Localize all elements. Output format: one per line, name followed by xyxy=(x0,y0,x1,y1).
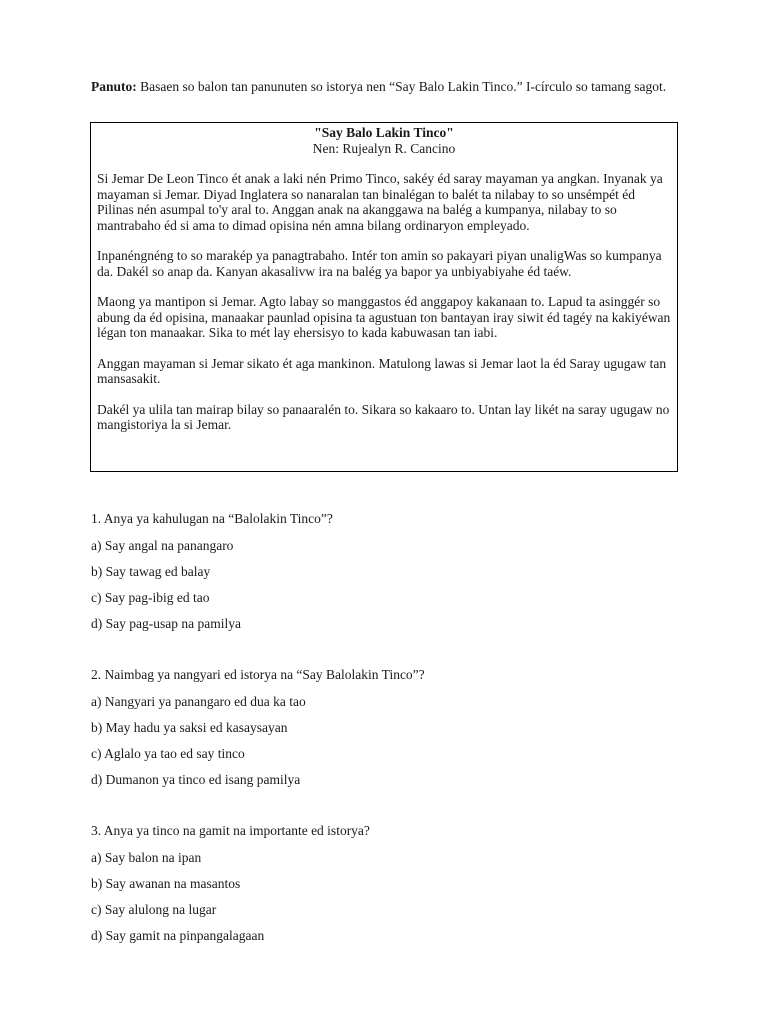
story-author: Nen: Rujealyn R. Cancino xyxy=(312,140,456,156)
answer-option[interactable]: a) Nangyari ya panangaro ed dua ka tao xyxy=(91,694,306,709)
answer-option[interactable]: b) Say awanan na masantos xyxy=(91,876,241,891)
question-3 xyxy=(91,823,691,943)
answer-option[interactable]: d) Say gamit na pinpangalagaan xyxy=(91,928,265,943)
story-box xyxy=(90,122,678,472)
instructions-label: Panuto: xyxy=(91,79,137,94)
answer-option[interactable]: a) Say balon na ipan xyxy=(91,850,202,865)
answer-option[interactable]: c) Say alulong na lugar xyxy=(91,902,217,917)
story-title: "Say Balo Lakin Tinco" xyxy=(314,125,454,140)
answer-option[interactable]: b) May hadu ya saksi ed kasaysayan xyxy=(91,720,288,735)
question-2 xyxy=(91,667,691,787)
answer-option[interactable]: b) Say tawag ed balay xyxy=(91,564,211,579)
answer-option[interactable]: a) Say angal na panangaro xyxy=(91,538,234,553)
story-paragraph: Si Jemar De Leon Tinco ét anak a laki nén Primo Tinco, sakéy éd saray mayaman ya angkan. Inyanak ya mayaman si Jemar. Diyad Inglatera so nanaralan tan binalégan to balét ta nilabay to so unsémpét éd Pilinas nén asumpal to'y aral to. Anggan anak na akanggawa na balég a kumpanya, nilabay to so mantrabaho éd si ama to dimad opisina nén amna bilang ordinaryon empleyado. xyxy=(97,171,663,233)
story-paragraph: Maong ya mantipon si Jemar. Agto labay so manggastos éd anggapoy kakanaan to. Lapud ta asinggér so abung da éd opisina, manaakar paunlad opisina ta agustuan ton bantayan iray siwit éd tagéy na kakiyéwan légan ton manaakar. Sika to mét lay ehersisyo to kada kabuwasan tan iabi. xyxy=(97,294,671,340)
story-paragraph: Inpanéngnéng to so marakép ya panagtrabaho. Intér ton amin so pakayari piyan unaligWas so kumpanya da. Dakél so anap da. Kanyan akasalivw ira na balég ya bapor ya unbiyabiyahe éd taéw. xyxy=(97,248,662,279)
question-text: 1. Anya ya kahulugan na “Balolakin Tinco”? xyxy=(91,511,333,526)
instructions-text: Basaen so balon tan panunuten so istorya nen “Say Balo Lakin Tinco.” I-círculo so tamang sagot. xyxy=(136,79,667,94)
answer-option[interactable]: c) Say pag-ibig ed tao xyxy=(91,590,210,605)
story-paragraph: Anggan mayaman si Jemar sikato ét aga mankinon. Matulong lawas si Jemar laot la éd Saray ugugaw tan mansasakit. xyxy=(97,355,667,386)
story-paragraph: Dakél ya ulila tan mairap bilay so panaaralén to. Sikara so kakaaro to. Untan lay likét na saray ugugaw no mangistoriya la si Jemar. xyxy=(97,401,670,432)
answer-option[interactable]: d) Say pag-usap na pamilya xyxy=(91,616,241,631)
question-text: 3. Anya ya tinco na gamit na importante ed istorya? xyxy=(91,823,370,838)
question-text: 2. Naimbag ya nangyari ed istorya na “Say Balolakin Tinco”? xyxy=(91,667,425,682)
instructions xyxy=(91,79,681,95)
answer-option[interactable]: c) Aglalo ya tao ed say tinco xyxy=(91,746,245,761)
question-1 xyxy=(91,511,691,631)
answer-option[interactable]: d) Dumanon ya tinco ed isang pamilya xyxy=(91,772,301,787)
